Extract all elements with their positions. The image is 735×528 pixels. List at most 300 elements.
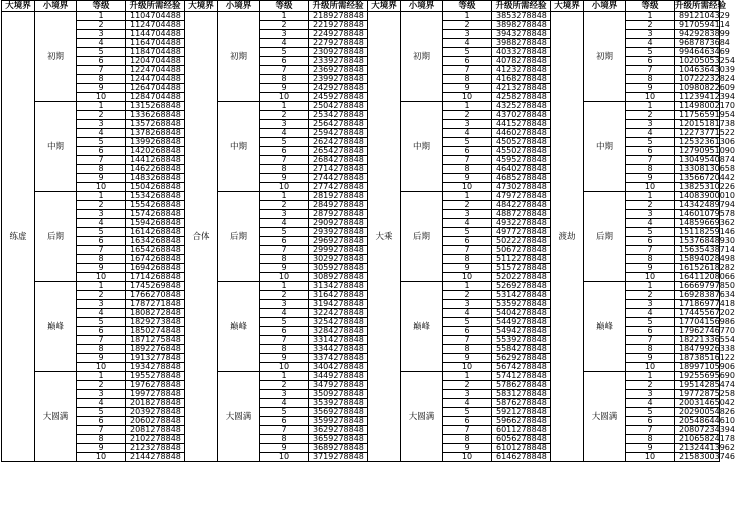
level-cell: 2 xyxy=(626,111,675,120)
exp-cell: 2279278848 xyxy=(309,39,368,48)
exp-cell: 10980822609 xyxy=(675,84,720,93)
level-cell: 1 xyxy=(626,102,675,111)
level-cell: 10 xyxy=(443,183,492,192)
level-cell: 9 xyxy=(626,264,675,273)
column-header: 小境界 xyxy=(584,1,626,12)
exp-cell: 5404278848 xyxy=(492,309,551,318)
exp-cell: 11756591954 xyxy=(675,111,720,120)
level-cell: 10 xyxy=(260,93,309,102)
exp-cell: 1574268848 xyxy=(126,210,185,219)
major-realm-cell: 渡劫 xyxy=(551,12,584,462)
level-cell: 6 xyxy=(443,237,492,246)
exp-cell: 12532361306 xyxy=(675,138,720,147)
level-cell: 6 xyxy=(77,417,126,426)
level-cell: 3 xyxy=(626,210,675,219)
exp-cell: 1787271848 xyxy=(126,300,185,309)
level-cell: 1 xyxy=(260,192,309,201)
level-cell: 5 xyxy=(626,408,675,417)
exp-cell: 4797278848 xyxy=(492,192,551,201)
level-cell: 5 xyxy=(443,318,492,327)
level-cell: 2 xyxy=(77,381,126,390)
level-cell: 7 xyxy=(626,156,675,165)
exp-cell: 13308130658 xyxy=(675,165,720,174)
exp-cell: 17445567202 xyxy=(675,309,720,318)
level-cell: 3 xyxy=(626,30,675,39)
level-cell: 5 xyxy=(626,138,675,147)
level-cell: 10 xyxy=(77,183,126,192)
exp-cell: 1745269848 xyxy=(126,282,185,291)
level-cell: 7 xyxy=(77,336,126,345)
exp-cell: 5786278848 xyxy=(492,381,551,390)
exp-cell: 2879278848 xyxy=(309,210,368,219)
level-cell: 5 xyxy=(260,318,309,327)
exp-cell: 15894028498 xyxy=(675,255,720,264)
level-cell: 8 xyxy=(77,75,126,84)
exp-cell: 1997278848 xyxy=(126,390,185,399)
level-cell: 10 xyxy=(260,273,309,282)
exp-cell: 2849278848 xyxy=(309,201,368,210)
column-header: 大境界 xyxy=(551,1,584,12)
exp-cell: 3853278848 xyxy=(492,12,551,21)
level-cell: 9 xyxy=(626,174,675,183)
exp-cell: 4168278848 xyxy=(492,75,551,84)
level-cell: 6 xyxy=(260,237,309,246)
level-cell: 10 xyxy=(260,363,309,372)
level-cell: 3 xyxy=(77,390,126,399)
level-cell: 7 xyxy=(626,426,675,435)
level-cell: 4 xyxy=(443,309,492,318)
column-header: 等级 xyxy=(443,1,492,12)
column-header: 升级所需经验 xyxy=(492,1,551,12)
exp-cell: 3194278848 xyxy=(309,300,368,309)
level-cell: 4 xyxy=(77,309,126,318)
level-cell: 10 xyxy=(443,273,492,282)
level-cell: 10 xyxy=(443,453,492,462)
exp-cell: 17186977418 xyxy=(675,300,720,309)
exp-cell: 9429283899 xyxy=(675,30,720,39)
level-cell: 3 xyxy=(260,120,309,129)
level-cell: 8 xyxy=(77,255,126,264)
exp-cell: 5584278848 xyxy=(492,345,551,354)
level-cell: 7 xyxy=(443,156,492,165)
exp-cell: 21065824178 xyxy=(675,435,720,444)
level-cell: 10 xyxy=(626,183,675,192)
exp-cell: 16928387634 xyxy=(675,291,720,300)
exp-cell: 8912104329 xyxy=(675,12,720,21)
exp-cell: 4033278848 xyxy=(492,48,551,57)
level-cell: 8 xyxy=(443,165,492,174)
exp-cell: 2774278848 xyxy=(309,183,368,192)
level-cell: 4 xyxy=(77,399,126,408)
level-cell: 8 xyxy=(260,255,309,264)
level-cell: 4 xyxy=(443,39,492,48)
level-cell: 6 xyxy=(443,147,492,156)
level-cell: 5 xyxy=(260,138,309,147)
level-cell: 5 xyxy=(443,138,492,147)
level-cell: 7 xyxy=(626,246,675,255)
exp-cell: 2654278848 xyxy=(309,147,368,156)
exp-cell: 1357268848 xyxy=(126,120,185,129)
minor-realm-cell: 中期 xyxy=(218,102,260,192)
level-cell: 8 xyxy=(443,345,492,354)
level-cell: 1 xyxy=(77,372,126,381)
experience-table xyxy=(1,0,735,462)
column-header: 等级 xyxy=(260,1,309,12)
level-cell: 7 xyxy=(77,246,126,255)
exp-cell: 1483268848 xyxy=(126,174,185,183)
exp-cell: 9687873684 xyxy=(675,39,720,48)
exp-cell: 5359278848 xyxy=(492,300,551,309)
exp-cell: 5157278848 xyxy=(492,264,551,273)
exp-cell: 2339278848 xyxy=(309,57,368,66)
level-cell: 8 xyxy=(626,345,675,354)
exp-cell: 6056278848 xyxy=(492,435,551,444)
level-cell: 5 xyxy=(77,408,126,417)
level-cell: 10 xyxy=(626,273,675,282)
exp-cell: 1976278848 xyxy=(126,381,185,390)
exp-cell: 6011278848 xyxy=(492,426,551,435)
level-cell: 7 xyxy=(443,66,492,75)
level-cell: 1 xyxy=(443,282,492,291)
level-cell: 9 xyxy=(77,264,126,273)
level-cell: 3 xyxy=(260,390,309,399)
level-cell: 9 xyxy=(260,264,309,273)
level-cell: 4 xyxy=(260,309,309,318)
exp-cell: 1674268848 xyxy=(126,255,185,264)
level-cell: 10 xyxy=(77,273,126,282)
level-cell: 2 xyxy=(260,201,309,210)
level-cell: 10 xyxy=(626,363,675,372)
exp-cell: 1204704488 xyxy=(126,57,185,66)
exp-cell: 3719278848 xyxy=(309,453,368,462)
minor-realm-cell: 初期 xyxy=(401,12,443,102)
level-cell: 5 xyxy=(260,408,309,417)
exp-cell: 12273771522 xyxy=(675,129,720,138)
level-cell: 3 xyxy=(443,120,492,129)
exp-cell: 9170594114 xyxy=(675,21,720,30)
level-cell: 4 xyxy=(626,399,675,408)
level-cell: 9 xyxy=(260,174,309,183)
level-cell: 3 xyxy=(443,390,492,399)
level-cell: 5 xyxy=(260,228,309,237)
exp-cell: 18479926338 xyxy=(675,345,720,354)
level-cell: 8 xyxy=(260,345,309,354)
exp-cell: 3404278848 xyxy=(309,363,368,372)
exp-cell: 18738516122 xyxy=(675,354,720,363)
level-cell: 3 xyxy=(443,300,492,309)
exp-cell: 5539278848 xyxy=(492,336,551,345)
exp-cell: 3629278848 xyxy=(309,426,368,435)
exp-cell: 3689278848 xyxy=(309,444,368,453)
minor-realm-cell: 后期 xyxy=(401,192,443,282)
exp-cell: 20031465042 xyxy=(675,399,720,408)
minor-realm-cell: 后期 xyxy=(35,192,77,282)
level-cell: 7 xyxy=(260,246,309,255)
level-cell: 9 xyxy=(77,354,126,363)
exp-cell: 2081278848 xyxy=(126,426,185,435)
exp-cell: 4078278848 xyxy=(492,57,551,66)
exp-cell: 1315268848 xyxy=(126,102,185,111)
level-cell: 5 xyxy=(77,138,126,147)
level-cell: 4 xyxy=(260,219,309,228)
exp-cell: 2594278848 xyxy=(309,129,368,138)
exp-cell: 6146278848 xyxy=(492,453,551,462)
level-cell: 1 xyxy=(260,282,309,291)
exp-cell: 1164704488 xyxy=(126,39,185,48)
level-cell: 3 xyxy=(260,210,309,219)
minor-realm-cell: 初期 xyxy=(218,12,260,102)
level-cell: 6 xyxy=(77,147,126,156)
exp-cell: 4123278848 xyxy=(492,66,551,75)
level-cell: 7 xyxy=(77,66,126,75)
level-cell: 2 xyxy=(443,21,492,30)
major-realm-cell: 大乘 xyxy=(368,12,401,462)
exp-cell: 2819278848 xyxy=(309,192,368,201)
level-cell: 2 xyxy=(443,201,492,210)
exp-cell: 20807234394 xyxy=(675,426,720,435)
exp-cell: 2399278848 xyxy=(309,75,368,84)
exp-cell: 4370278848 xyxy=(492,111,551,120)
exp-cell: 1913277848 xyxy=(126,354,185,363)
level-cell: 6 xyxy=(443,417,492,426)
level-cell: 9 xyxy=(260,354,309,363)
exp-cell: 5067278848 xyxy=(492,246,551,255)
level-cell: 6 xyxy=(260,57,309,66)
exp-cell: 17962746770 xyxy=(675,327,720,336)
level-cell: 4 xyxy=(443,219,492,228)
exp-cell: 2123278848 xyxy=(126,444,185,453)
column-header: 等级 xyxy=(626,1,675,12)
minor-realm-cell: 中期 xyxy=(584,102,626,192)
level-cell: 6 xyxy=(443,327,492,336)
exp-cell: 6101278848 xyxy=(492,444,551,453)
level-cell: 8 xyxy=(77,165,126,174)
level-cell: 8 xyxy=(260,435,309,444)
exp-cell: 2969278848 xyxy=(309,237,368,246)
exp-cell: 11498002170 xyxy=(675,102,720,111)
exp-cell: 3479278848 xyxy=(309,381,368,390)
level-cell: 6 xyxy=(260,147,309,156)
exp-cell: 5966278848 xyxy=(492,417,551,426)
exp-cell: 1399268848 xyxy=(126,138,185,147)
exp-cell: 1504268848 xyxy=(126,183,185,192)
level-cell: 10 xyxy=(626,453,675,462)
exp-cell: 3449278848 xyxy=(309,372,368,381)
exp-cell: 11239412394 xyxy=(675,93,720,102)
exp-cell: 5022278848 xyxy=(492,237,551,246)
level-cell: 8 xyxy=(260,75,309,84)
exp-cell: 2939278848 xyxy=(309,228,368,237)
column-header: 大境界 xyxy=(368,1,401,12)
level-cell: 1 xyxy=(260,372,309,381)
level-cell: 7 xyxy=(443,246,492,255)
level-cell: 2 xyxy=(260,21,309,30)
exp-cell: 3134278848 xyxy=(309,282,368,291)
exp-cell: 4460278848 xyxy=(492,129,551,138)
level-cell: 8 xyxy=(443,255,492,264)
level-cell: 9 xyxy=(443,174,492,183)
minor-realm-cell: 大圆满 xyxy=(401,372,443,462)
level-cell: 1 xyxy=(443,102,492,111)
exp-cell: 1336268848 xyxy=(126,111,185,120)
exp-cell: 3164278848 xyxy=(309,291,368,300)
exp-cell: 1594268848 xyxy=(126,219,185,228)
level-cell: 6 xyxy=(77,237,126,246)
level-cell: 3 xyxy=(443,30,492,39)
minor-realm-cell: 大圆满 xyxy=(218,372,260,462)
level-cell: 9 xyxy=(626,354,675,363)
exp-cell: 2999278848 xyxy=(309,246,368,255)
level-cell: 10 xyxy=(443,363,492,372)
table-body xyxy=(2,11,735,462)
exp-cell: 1850274848 xyxy=(126,327,185,336)
minor-realm-cell: 大圆满 xyxy=(35,372,77,462)
exp-cell: 3599278848 xyxy=(309,417,368,426)
exp-cell: 10463643039 xyxy=(675,66,720,75)
header-row xyxy=(2,1,720,12)
column-header: 大境界 xyxy=(185,1,218,12)
level-cell: 2 xyxy=(77,21,126,30)
minor-realm-cell: 初期 xyxy=(35,12,77,102)
exp-cell: 9946463469 xyxy=(675,48,720,57)
exp-cell: 3569278848 xyxy=(309,408,368,417)
exp-cell: 18997105906 xyxy=(675,363,720,372)
exp-cell: 1224704488 xyxy=(126,66,185,75)
minor-realm-cell: 后期 xyxy=(584,192,626,282)
exp-cell: 2624278848 xyxy=(309,138,368,147)
exp-cell: 4640278848 xyxy=(492,165,551,174)
level-cell: 6 xyxy=(260,327,309,336)
exp-cell: 5674278848 xyxy=(492,363,551,372)
level-cell: 6 xyxy=(626,237,675,246)
exp-cell: 1808272848 xyxy=(126,309,185,318)
minor-realm-cell: 巅峰 xyxy=(401,282,443,372)
exp-cell: 4932278848 xyxy=(492,219,551,228)
exp-cell: 12015181738 xyxy=(675,120,720,129)
exp-cell: 3344278848 xyxy=(309,345,368,354)
exp-cell: 5921278848 xyxy=(492,408,551,417)
minor-realm-cell: 巅峰 xyxy=(35,282,77,372)
exp-cell: 1124704488 xyxy=(126,21,185,30)
level-cell: 1 xyxy=(443,372,492,381)
exp-cell: 5269278848 xyxy=(492,282,551,291)
exp-cell: 4842278848 xyxy=(492,201,551,210)
level-cell: 4 xyxy=(260,39,309,48)
level-cell: 4 xyxy=(626,39,675,48)
level-cell: 3 xyxy=(260,30,309,39)
exp-cell: 1534268848 xyxy=(126,192,185,201)
level-cell: 3 xyxy=(77,120,126,129)
level-cell: 2 xyxy=(260,291,309,300)
minor-realm-cell: 中期 xyxy=(35,102,77,192)
exp-cell: 4505278848 xyxy=(492,138,551,147)
level-cell: 4 xyxy=(260,129,309,138)
exp-cell: 21324413962 xyxy=(675,444,720,453)
exp-cell: 16669797850 xyxy=(675,282,720,291)
exp-cell: 5831278848 xyxy=(492,390,551,399)
level-cell: 1 xyxy=(626,282,675,291)
level-cell: 1 xyxy=(260,102,309,111)
column-header: 等级 xyxy=(77,1,126,12)
level-cell: 3 xyxy=(626,120,675,129)
level-cell: 5 xyxy=(443,48,492,57)
exp-cell: 4730278848 xyxy=(492,183,551,192)
level-cell: 7 xyxy=(443,336,492,345)
level-cell: 2 xyxy=(77,111,126,120)
exp-cell: 3029278848 xyxy=(309,255,368,264)
level-cell: 9 xyxy=(443,264,492,273)
level-cell: 4 xyxy=(443,399,492,408)
level-cell: 5 xyxy=(443,408,492,417)
level-cell: 6 xyxy=(260,417,309,426)
exp-cell: 1955278848 xyxy=(126,372,185,381)
exp-cell: 1184704488 xyxy=(126,48,185,57)
level-cell: 2 xyxy=(443,111,492,120)
exp-cell: 1829273848 xyxy=(126,318,185,327)
level-cell: 1 xyxy=(626,12,675,21)
level-cell: 6 xyxy=(77,327,126,336)
level-cell: 10 xyxy=(77,363,126,372)
column-header: 升级所需经验 xyxy=(126,1,185,12)
exp-cell: 5741278848 xyxy=(492,372,551,381)
level-cell: 3 xyxy=(260,300,309,309)
exp-cell: 1766270848 xyxy=(126,291,185,300)
level-cell: 4 xyxy=(77,129,126,138)
exp-cell: 5629278848 xyxy=(492,354,551,363)
exp-cell: 1420268848 xyxy=(126,147,185,156)
level-cell: 9 xyxy=(260,84,309,93)
level-cell: 8 xyxy=(626,165,675,174)
level-cell: 4 xyxy=(77,219,126,228)
level-cell: 8 xyxy=(77,345,126,354)
level-cell: 1 xyxy=(260,12,309,21)
exp-cell: 13825310226 xyxy=(675,183,720,192)
exp-cell: 10722232824 xyxy=(675,75,720,84)
exp-cell: 19772875258 xyxy=(675,390,720,399)
level-cell: 1 xyxy=(626,192,675,201)
level-cell: 4 xyxy=(626,129,675,138)
exp-cell: 1892276848 xyxy=(126,345,185,354)
level-cell: 8 xyxy=(443,75,492,84)
level-cell: 1 xyxy=(77,12,126,21)
exp-cell: 4550278848 xyxy=(492,147,551,156)
exp-cell: 5314278848 xyxy=(492,291,551,300)
exp-cell: 15376848930 xyxy=(675,237,720,246)
level-cell: 10 xyxy=(77,93,126,102)
level-cell: 9 xyxy=(443,444,492,453)
level-cell: 6 xyxy=(626,147,675,156)
exp-cell: 2504278848 xyxy=(309,102,368,111)
exp-cell: 20290054826 xyxy=(675,408,720,417)
level-cell: 1 xyxy=(77,192,126,201)
exp-cell: 1614268848 xyxy=(126,228,185,237)
level-cell: 3 xyxy=(77,210,126,219)
level-cell: 1 xyxy=(626,372,675,381)
exp-cell: 13049540874 xyxy=(675,156,720,165)
level-cell: 2 xyxy=(443,381,492,390)
exp-cell: 15118259146 xyxy=(675,228,720,237)
exp-cell: 10205053254 xyxy=(675,57,720,66)
minor-realm-cell: 巅峰 xyxy=(584,282,626,372)
column-header: 小境界 xyxy=(218,1,260,12)
exp-cell: 2744278848 xyxy=(309,174,368,183)
exp-cell: 5494278848 xyxy=(492,327,551,336)
exp-cell: 3314278848 xyxy=(309,336,368,345)
level-cell: 3 xyxy=(443,210,492,219)
level-cell: 7 xyxy=(260,156,309,165)
exp-cell: 5112278848 xyxy=(492,255,551,264)
level-cell: 8 xyxy=(260,165,309,174)
